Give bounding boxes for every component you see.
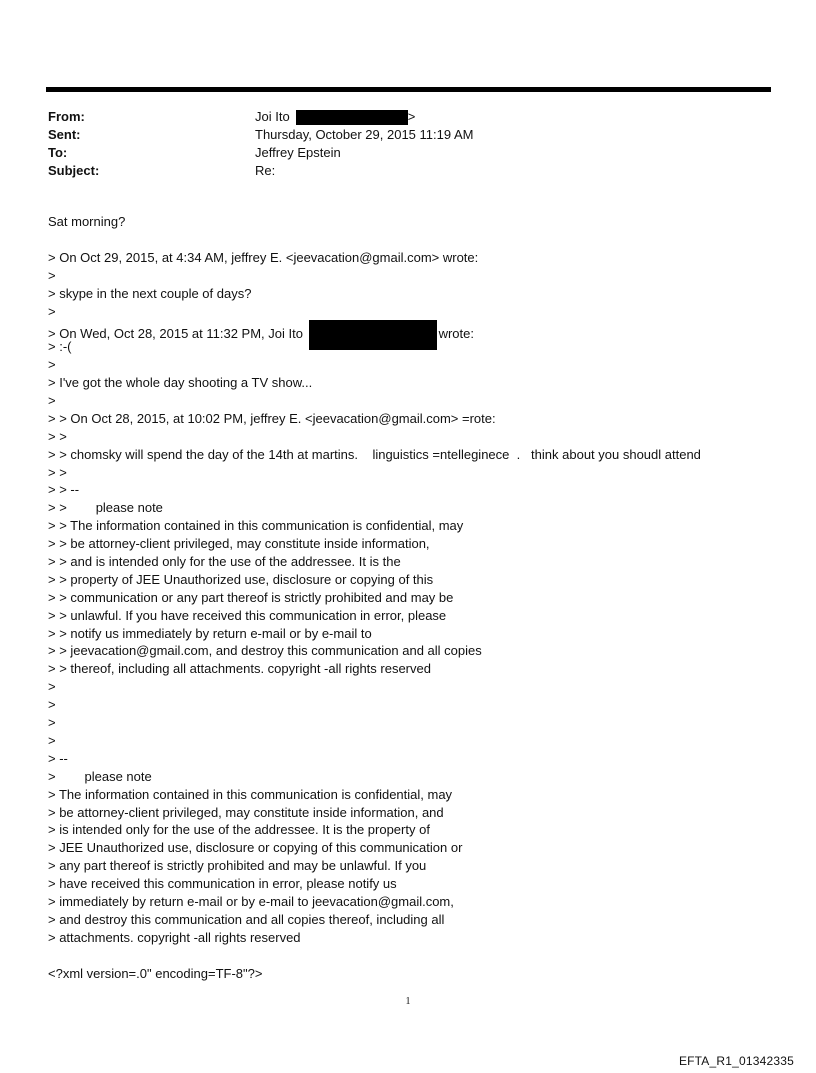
quoted-line: > > unlawful. If you have received this communication in error, please: [48, 607, 447, 623]
quoted-line: > > --: [48, 482, 80, 498]
quoted-line: > > On Oct 28, 2015, at 10:02 PM, jeffrey E. <jeevacation@gmail.com> =rote:: [48, 410, 496, 426]
opening-line: Sat morning?: [48, 214, 126, 229]
quoted-line: >: [48, 697, 56, 713]
email-header: [48, 108, 768, 180]
from-bracket: >: [407, 109, 416, 124]
redaction-box: [296, 110, 408, 125]
quoted-line: > > thereof, including all attachments. copyright -all rights reserved: [48, 661, 431, 677]
quoted-line: > > communication or any part thereof is strictly prohibited and may be: [48, 589, 454, 605]
quoted-text: > On Wed, Oct 28, 2015 at 11:32 PM, Joi Ito: [48, 326, 307, 342]
document-id: EFTA_R1_01342335: [678, 1054, 794, 1068]
quoted-line: > and destroy this communication and all copies thereof, including all: [48, 911, 445, 927]
from-label: From:: [48, 109, 85, 124]
to-label: To:: [48, 145, 68, 160]
quoted-line: > immediately by return e-mail or by e-mail to jeevacation@gmail.com,: [48, 893, 454, 909]
quoted-line: > skype in the next couple of days?: [48, 285, 252, 301]
quoted-line: > any part thereof is strictly prohibited and may be unlawful. If you: [48, 858, 427, 874]
quoted-line: > > and is intended only for the use of the addressee. It is the: [48, 554, 401, 570]
subject-label: Subject:: [48, 163, 100, 178]
quoted-line: >: [48, 303, 56, 319]
quoted-line: > > jeevacation@gmail.com, and destroy this communication and all copies: [48, 643, 482, 659]
subject-value: Re:: [255, 163, 276, 178]
quoted-line: >: [48, 715, 56, 731]
sent-row: [48, 126, 768, 144]
from-name: Joi Ito: [255, 109, 290, 124]
email-body: [48, 213, 788, 983]
to-row: [48, 144, 768, 162]
subject-row: [48, 162, 768, 180]
quoted-line: > On Oct 29, 2015, at 4:34 AM, jeffrey E. <jeevacation@gmail.com> wrote:: [48, 249, 479, 265]
quoted-line-redacted: [48, 320, 788, 342]
quoted-line: > > The information contained in this communication is confidential, may: [48, 518, 464, 534]
from-row: [48, 108, 768, 126]
quoted-line: > > please note: [48, 500, 163, 516]
quoted-line: > :-(: [48, 339, 72, 355]
quoted-line: >: [48, 679, 56, 695]
spacer: [48, 947, 788, 965]
quoted-line: > > chomsky will spend the day of the 14th at martins. linguistics =ntelleginece . think about you shoudl attend: [48, 446, 701, 462]
quoted-line: > I've got the whole day shooting a TV show...: [48, 375, 313, 391]
quoted-line: >: [48, 732, 56, 748]
header-rule: [46, 87, 771, 92]
quoted-line: > The information contained in this communication is confidential, may: [48, 786, 453, 802]
quoted-line: >: [48, 393, 56, 409]
redaction-box: [309, 320, 437, 350]
page-number: 1: [405, 996, 411, 1007]
quoted-line: > >: [48, 428, 67, 444]
to-value: Jeffrey Epstein: [255, 145, 341, 160]
xml-declaration-line: <?xml version=.0" encoding=TF-8"?>: [48, 965, 263, 981]
from-value: [255, 108, 768, 126]
quoted-line: > > notify us immediately by return e-mail or by e-mail to: [48, 625, 372, 641]
quoted-line: > please note: [48, 768, 152, 784]
spacer: [48, 231, 788, 249]
quoted-line: > have received this communication in error, please notify us: [48, 876, 397, 892]
quoted-line: > > be attorney-client privileged, may constitute inside information,: [48, 536, 430, 552]
sent-label: Sent:: [48, 127, 81, 142]
quoted-line: > >: [48, 464, 67, 480]
quoted-line: > be attorney-client privileged, may constitute inside information, and: [48, 804, 444, 820]
quoted-line: >: [48, 357, 56, 373]
sent-value: Thursday, October 29, 2015 11:19 AM: [255, 127, 474, 142]
quoted-line: > > property of JEE Unauthorized use, disclosure or copying of this: [48, 571, 434, 587]
quoted-line: > --: [48, 750, 68, 766]
quoted-line: > JEE Unauthorized use, disclosure or copying of this communication or: [48, 840, 463, 856]
quoted-line: >: [48, 267, 56, 283]
quoted-line: > attachments. copyright -all rights reserved: [48, 929, 301, 945]
quoted-text: wrote:: [438, 326, 474, 342]
quoted-line: > is intended only for the use of the addressee. It is the property of: [48, 822, 430, 838]
